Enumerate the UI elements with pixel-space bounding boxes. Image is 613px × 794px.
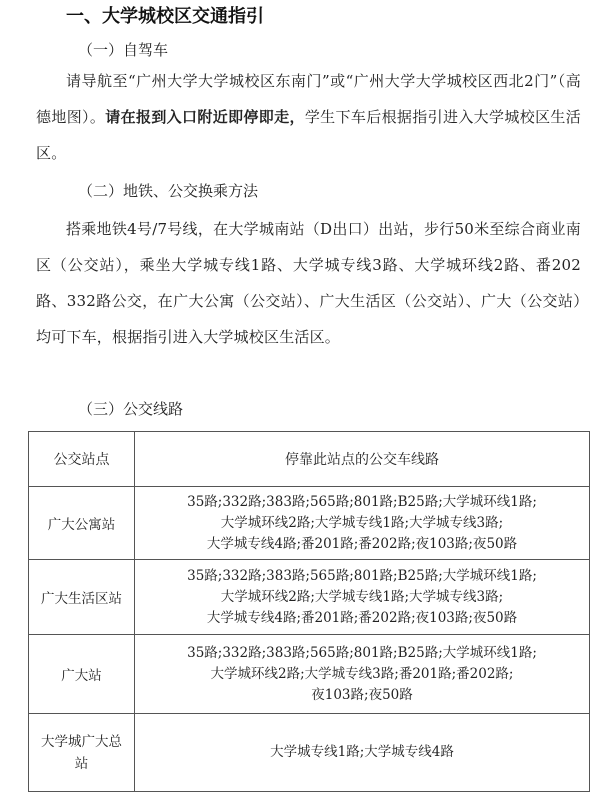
table-row [29, 714, 590, 792]
driving-text-after: 学生下车后根据指引进入大学城校区生活区。 [36, 108, 581, 162]
route-line: 35路;332路;383路;565路;801路;B25路;大学城环线1路; [187, 644, 537, 661]
route-line: 大学城环线2路;大学城专线1路;大学城专线3路; [220, 588, 504, 605]
table-row [29, 560, 590, 635]
driving-text-bold: 请在报到入口附近即停即走， [105, 108, 305, 126]
subsection-title-bus: （三）公交线路 [78, 400, 184, 418]
route-line: 35路;332路;383路;565路;801路;B25路;大学城环线1路; [187, 567, 537, 584]
route-line: 夜103路;夜50路 [311, 686, 413, 703]
driving-text-before: 请导航至“广州大学大学城校区东南门”或“广州大学大学城校区西北2门”（高德地图）。 [36, 72, 581, 126]
stop-name: 广大生活区站 [29, 560, 135, 635]
route-list [135, 487, 590, 560]
table-row [29, 635, 590, 714]
route-line: 大学城专线1路;大学城专线4路 [270, 744, 454, 760]
paragraph-driving [36, 63, 581, 171]
route-line: 大学城环线2路;大学城专线1路;大学城专线3路; [220, 514, 504, 531]
route-line: 大学城环线2路;大学城专线3路;番201路;番202路; [210, 665, 514, 682]
bus-routes-table [28, 431, 590, 792]
table-row [29, 487, 590, 560]
route-line: 35路;332路;383路;565路;801路;B25路;大学城环线1路; [187, 493, 537, 510]
stop-name: 广大站 [29, 635, 135, 714]
route-list [135, 714, 590, 792]
stop-name [29, 714, 135, 792]
subsection-title-driving: （一）自驾车 [78, 41, 169, 59]
paragraph-metro: 搭乘地铁4号/7号线，在大学城南站（D出口）出站，步行50米至综合商业南区（公交站），乘坐大学城专线1路、大学城专线3路、大学城环线2路、番202路、332路公交，在广大公寓（公交站）、广大生活区（公交站）、广大（公交站）均可下车，根据指引进入大学城校区生活区。 [36, 220, 581, 346]
table-header-routes: 停靠此站点的公交车线路 [135, 432, 590, 487]
subsection-title-metro: （二）地铁、公交换乘方法 [78, 182, 259, 200]
stop-name: 广大公寓站 [29, 487, 135, 560]
table-header-stop: 公交站点 [29, 432, 135, 487]
route-list [135, 560, 590, 635]
route-list [135, 635, 590, 714]
section-heading: 一、大学城校区交通指引 [66, 6, 264, 27]
table-header-row [29, 432, 590, 487]
route-line: 大学城专线4路;番201路;番202路;夜103路;夜50路 [206, 609, 518, 626]
route-line: 大学城专线4路;番201路;番202路;夜103路;夜50路 [206, 535, 518, 552]
stop-name-line: 大学城广大总 [41, 733, 122, 750]
stop-name-line: 站 [74, 755, 89, 772]
